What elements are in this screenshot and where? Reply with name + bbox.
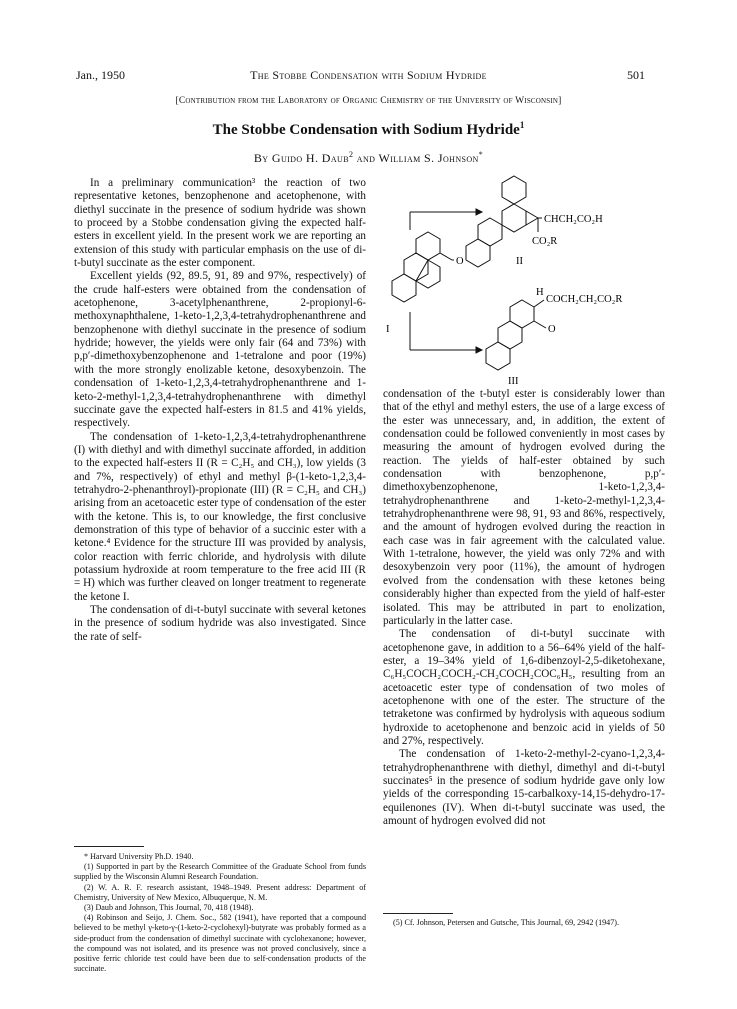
structure-II-side-chain: CHCH₂CO₂H: [544, 214, 603, 225]
structure-II: [466, 176, 542, 267]
label-I: I: [386, 324, 390, 335]
contribution-line: [Contribution from the Laboratory of Organic Chemistry of the University of Wisconsin]: [175, 96, 562, 106]
label-II: II: [516, 256, 523, 267]
structure-III: [486, 300, 546, 370]
running-header-title: The Stobbe Condensation with Sodium Hydride: [250, 68, 487, 82]
running-header-date: Jan., 1950: [76, 68, 125, 82]
left-column: [74, 177, 366, 644]
by-word: By: [253, 151, 269, 165]
paragraph: The condensation of di-t-butyl succinate with several ketones in the presence of sodium hydride was also investigated. Since the rate of self-: [74, 604, 366, 643]
structure-II-ester: CO₂R: [532, 236, 558, 247]
author-2-marker: *: [478, 150, 484, 159]
paragraph: The condensation of di-t-butyl succinate with acetophenone gave, in addition to a 56–64% yield of the half-ester, a 19–34% yield of 1,6-dibenzoyl-2,5-diketohexane, C₆H₅COCH₂COCH₂-CH₂COCH₂COC₆H₅, resulting from an acetoacetic ester type of condensation of two moles of acetophenone with one of the ester. The structure of the tetraketone was confirmed by hydrolysis with aqueous sodium hydroxide to acetophenone and benzoic acid in yields of 50 and 27%, respectively.: [383, 628, 665, 747]
paragraph: The condensation of 1-keto-2-methyl-2-cyano-1,2,3,4-tetrahydrophenanthrene with diethyl, dimethyl and di-t-butyl succinates⁵ in the presence of sodium hydride gave only low yields of the corresponding 15-carbalkoxy-14,15-dehydro-17-equilenones (IV). When di-t-butyl succinate was used, the amount of hydrogen evolved did not: [383, 748, 665, 827]
footnote: (2) W. A. R. F. research assistant, 1948–1949. Present address: Department of Chemistry, University of New Mexico, Albuquerque, N. M.: [74, 882, 366, 902]
footnote: (1) Supported in part by the Research Committee of the Graduate School from funds supplied by the Wisconsin Alumni Research Foundation.: [74, 862, 366, 882]
article-title: [0, 120, 737, 139]
paragraph: condensation of the t-butyl ester is considerably lower than that of the ethyl and methyl esters, the use of a large excess of the ester was unnecessary, and, in addition, the extent of condensation could be followed conveniently in most cases by measuring the amount of hydrogen evolved during the reaction. The yields of half-ester obtained by such condensation with benzophenone, p,p′-dimethoxybenzophenone, 1-keto-1,2,3,4-tetrahydrophenanthrene and 1-keto-2-methyl-1,2,3,4-tetrahydrophenanthrene were 98, 91, 93 and 86%, respectively, and the amount of hydrogen evolved during the reaction in each case was in fair agreement with the calculated value. With 1-tetralone, however, the yield was only 72% and with desoxybenzoin very poor (11%), the amount of hydrogen evolved from the condensation with these ketones being considerably higher than expected from the yield of half-ester isolated. This may be attributed in part to enolization, particularly in the latter case.: [383, 388, 665, 627]
paragraph: In a preliminary communication³ the reaction of two representative ketones, benzophenone and acetophenone, with diethyl succinate in the presence of sodium hydride was shown to proceed by a Stobbe condensation giving the expected half-esters in excellent yield. In the present work we are reporting an extension of this study with particular emphasis on the use of di-t-butyl succinate as the ester component.: [74, 177, 366, 270]
footnote-rule: [74, 846, 144, 847]
footnotes-right: [383, 918, 665, 928]
paragraph: Excellent yields (92, 89.5, 91, 89 and 97%, respectively) of the crude half-esters were obtained from the condensation of acetophenone, 3-acetylphenanthrene, 2-propionyl-6-methoxynaphthalene, 1-keto-1,2,3,4-tetrahydrophenanthrene and benzophenone with diethyl succinate in the presence of sodium hydride; however, the yields were only fair (64 and 73%) with p,p′-dimethoxybenzophenone and 1-tetralone and poor (19%) with the more strongly enolizable ketone, desoxybenzoin. The condensation of 1-keto-1,2,3,4-tetrahydrophenanthrene and 1-keto-2-methyl-1,2,3,4-tetrahydrophenanthrene with dimethyl succinate gave the expected half-esters in 81.5 and 41% yields, respectively.: [74, 270, 366, 430]
title-footnote-marker: 1: [519, 120, 525, 130]
paragraph: The condensation of 1-keto-1,2,3,4-tetrahydrophenanthrene (I) with diethyl and with dimethyl succinate afforded, in addition to the expected half-esters II (R = C₂H₅ and CH₃), low yields (3 and 7%, respectively) of ethyl and methyl β-(1-keto-1,2,3,4-tetrahydro-2-phenanthroyl)-propionate (III) (R = C₂H₅ and CH₃) arising from an acetoacetic ester type of condensation of the ester with the ketone. This is, to our knowledge, the first conclusive demonstration of this type of behavior of a succinic ester with a ketone.⁴ Evidence for the structure III was provided by analysis, color reaction with ferric chloride, and hydrolysis with dilute potassium hydroxide at room temperature to the free acid III (R = H) which was further cleaved on longer treatment to regenerate the ketone I.: [74, 430, 367, 603]
structure-III-oxo: O: [548, 324, 556, 335]
page-number: 501: [627, 68, 645, 82]
structure-I: [392, 232, 454, 302]
article-title-text: The Stobbe Condensation with Sodium Hydride: [212, 122, 520, 138]
structure-scheme: [366, 172, 666, 387]
footnote: (4) Robinson and Seijo, J. Chem. Soc., 582 (1941), have reported that a compound believed to be methyl γ-keto-γ-(1-keto-2-cyclohexyl)-butyrate was probably formed as a side-product from the condensation of dimethyl succinate with cyclohexanone; however, the compound was not isolated, and its presence was not proved conclusively, since a positive ferric chloride test could have been due to self-condensation products of the succinate.: [74, 913, 366, 974]
label-III: III: [508, 376, 519, 387]
footnote: (3) Daub and Johnson, This Journal, 70, 418 (1948).: [84, 903, 254, 913]
author-2: William S. Johnson: [378, 151, 479, 165]
author-1-marker: 2: [348, 150, 354, 159]
structure-III-hydrogen: H: [536, 287, 544, 298]
structure-III-side-chain: COCH₂CH₂CO₂R: [546, 294, 623, 305]
right-column: [383, 388, 665, 828]
footnote: (5) Cf. Johnson, Petersen and Gutsche, This Journal, 69, 2942 (1947).: [393, 918, 619, 927]
footnote: * Harvard University Ph.D. 1940.: [84, 852, 194, 861]
author-1: Guido H. Daub: [271, 151, 349, 165]
structure-I-oxo: O: [456, 256, 464, 267]
reaction-arrows: [410, 209, 482, 353]
author-line: [0, 150, 737, 166]
footnote-rule: [383, 913, 453, 914]
footnotes-left: [74, 852, 366, 974]
and-word: and: [356, 151, 376, 165]
